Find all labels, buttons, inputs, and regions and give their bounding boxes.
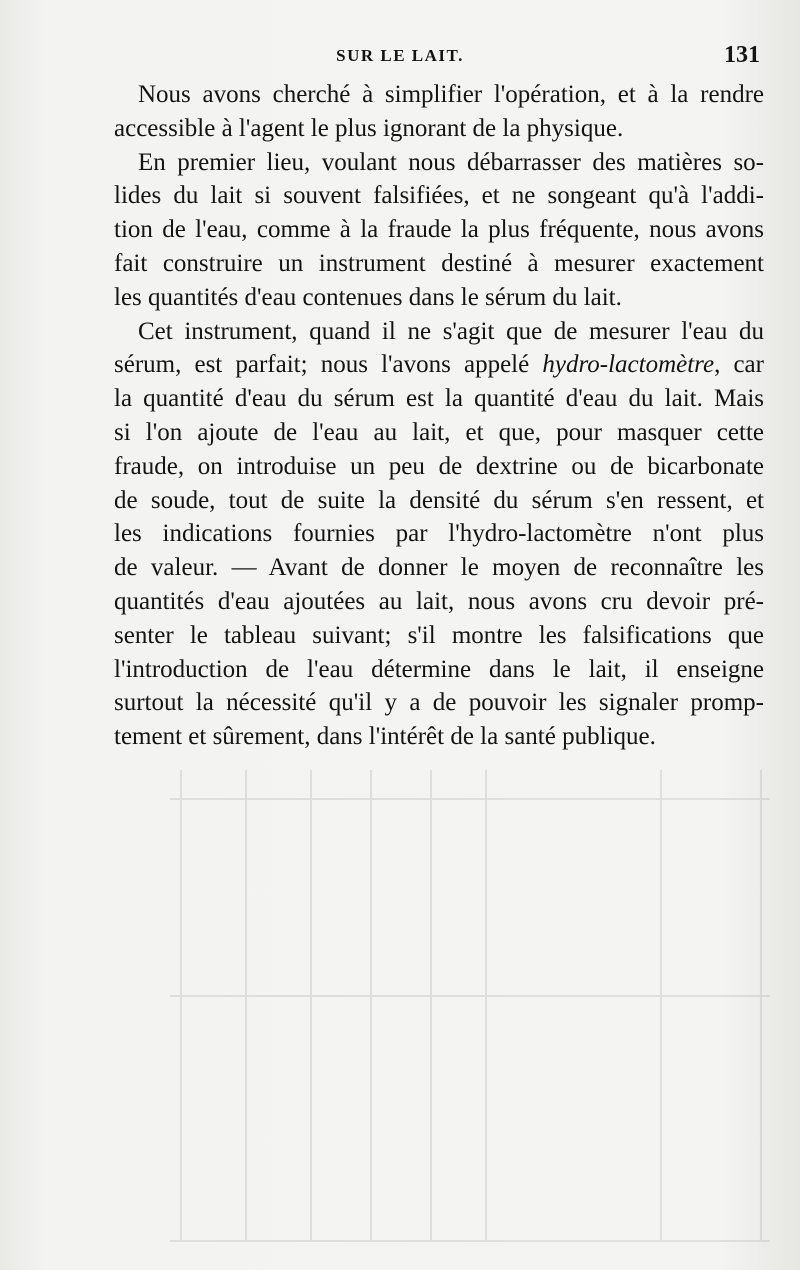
- italic-term: hydro-lactomètre: [542, 351, 715, 379]
- text-line: senter le tableau suivant; s'il montre les falsifications que: [114, 621, 764, 649]
- text-line: En premier lieu, voulant nous débarrasser des matières so-: [138, 148, 764, 176]
- text-line: fraude, on introduise un peu de dextrine ou de bicarbonate: [114, 452, 764, 480]
- text-line: de soude, tout de suite la densité du sérum s'en ressent, et: [114, 486, 764, 514]
- running-head: SUR LE LAIT.: [336, 46, 464, 65]
- text-run: sérum, est parfait; nous l'avons appelé: [114, 351, 543, 379]
- body-text: [114, 78, 764, 754]
- page-header: [0, 42, 800, 72]
- text-line: la quantité d'eau du sérum est la quantité d'eau du lait. Mais: [114, 385, 764, 413]
- text-line: si l'on ajoute de l'eau au lait, et que, pour masquer cette: [114, 418, 764, 446]
- text-line: de valeur. — Avant de donner le moyen de reconnaître les: [114, 554, 764, 582]
- text-line: lides du lait si souvent falsifiées, et ne songeant qu'à l'addi-: [114, 182, 764, 210]
- text-line: l'introduction de l'eau détermine dans le lait, il enseigne: [114, 655, 764, 683]
- text-line: les quantités d'eau contenues dans le sérum du lait.: [114, 283, 622, 311]
- text-line: tement et sûrement, dans l'intérêt de la santé publique.: [114, 723, 656, 751]
- text-line: quantités d'eau ajoutées au lait, nous avons cru devoir pré-: [114, 587, 764, 615]
- text-line: surtout la nécessité qu'il y a de pouvoir les signaler promp-: [114, 689, 764, 717]
- page-number: 131: [724, 42, 760, 68]
- text-line: accessible à l'agent le plus ignorant de la physique.: [114, 114, 624, 142]
- text-line: Cet instrument, quand il ne s'agit que de mesurer l'eau du: [138, 317, 764, 345]
- text-line: Nous avons cherché à simplifier l'opération, et à la rendre: [138, 81, 764, 108]
- text-line: tion de l'eau, comme à la fraude la plus fréquente, nous avons: [114, 216, 764, 244]
- text-line: les indications fournies par l'hydro-lactomètre n'ont plus: [114, 520, 764, 548]
- text-line-with-italic: [114, 348, 764, 382]
- text-run: , car: [714, 351, 764, 379]
- text-line: fait construire un instrument destiné à mesurer exactement: [114, 249, 764, 277]
